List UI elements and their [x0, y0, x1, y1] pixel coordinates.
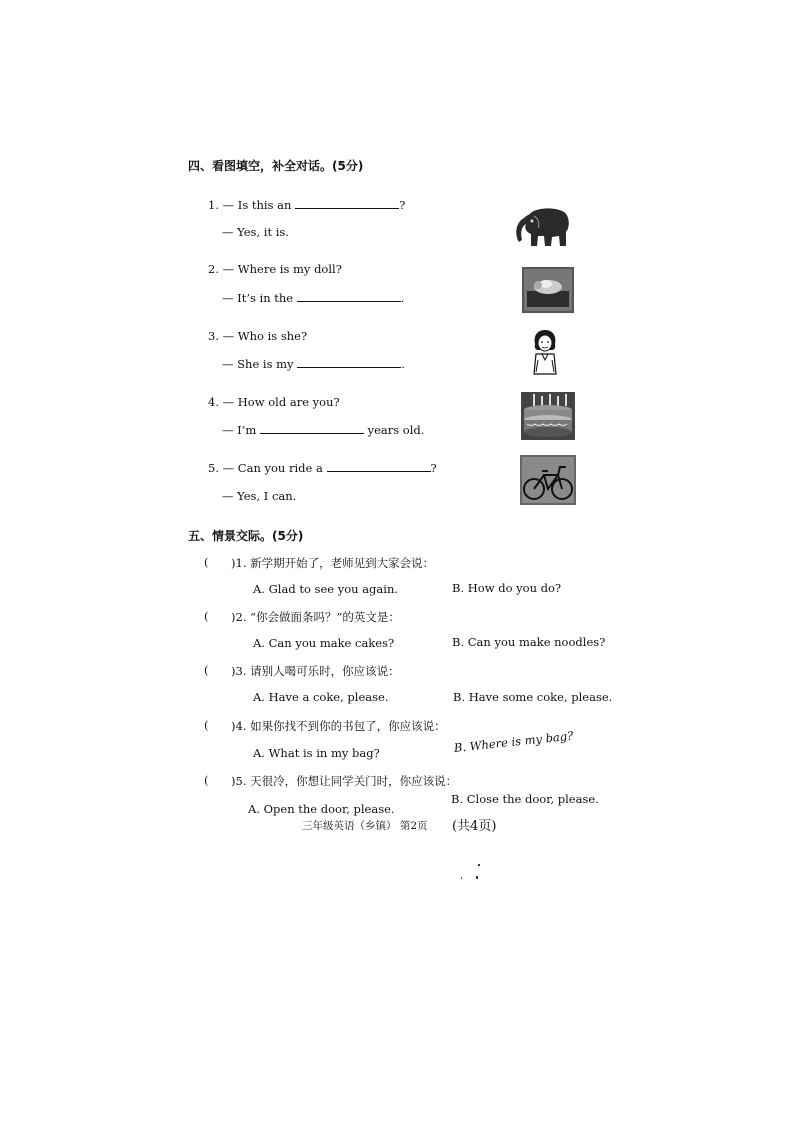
s4-q3: 3. — Who is she?: [208, 329, 308, 343]
s4-q5: [208, 461, 437, 475]
s5-paren-5: [204, 773, 209, 787]
s4-a3-suffix: .: [401, 357, 405, 371]
s5-paren-close: ): [231, 774, 236, 788]
s5-q1-option-a: A. Glad to see you again.: [253, 582, 399, 596]
s5-q1-option-b: B. How do you do?: [452, 581, 562, 595]
handwritten-page-count: (共4页): [452, 819, 497, 834]
s5-paren-open: (: [204, 718, 209, 732]
s5-q3-option-b: B. Have some coke, please.: [453, 690, 613, 704]
s4-a1: — Yes, it is.: [222, 225, 289, 239]
s5-q4-option-a: A. What is in my bag?: [253, 746, 380, 760]
s5-q4-text: 4. 如果你找不到你的书包了，你应该说：: [235, 719, 446, 733]
scan-speck: [461, 877, 462, 879]
s4-q1-suffix: ?: [399, 198, 406, 212]
s4-a3-text: — She is my: [222, 357, 294, 371]
elephant-icon: [514, 206, 578, 250]
s5-q2-option-a: A. Can you make cakes?: [253, 636, 395, 650]
s4-q1: [208, 198, 405, 212]
s4-a2-suffix: .: [400, 291, 405, 305]
s5-q2-option-b: B. Can you make noodles?: [452, 635, 606, 649]
s5-q1-text: 1. 新学期开始了，老师见到大家会说：: [235, 556, 435, 570]
s5-q5-option-b: B. Close the door, please.: [451, 792, 599, 806]
s5-q2-stem: [231, 609, 400, 625]
s4-a4: [222, 423, 424, 437]
section-4-title: 四、看图填空，补全对话。(5分): [188, 159, 364, 173]
scan-speck: [476, 876, 478, 879]
s5-paren-close: ): [231, 610, 236, 624]
s5-paren-close: ): [231, 664, 236, 678]
s4-a4-blank[interactable]: [260, 423, 364, 434]
s5-q1-stem: [231, 555, 434, 571]
s4-a4-text: — I’m: [222, 423, 257, 437]
s5-q2-text: 2. “你会做面条吗？”的英文是：: [235, 610, 400, 624]
s4-a3: [222, 357, 405, 371]
s5-q4-option-b: B. Where is my bag?: [453, 728, 574, 755]
s4-q5-suffix: ?: [430, 461, 437, 475]
s4-q1-blank[interactable]: [295, 198, 399, 209]
s5-q5-option-a: A. Open the door, please.: [248, 802, 395, 816]
birthday-cake-icon: [521, 392, 575, 440]
s5-q5-text: 5. 天很冷，你想让同学关门时，你应该说：: [235, 774, 458, 788]
s4-a2-text: — It’s in the: [222, 291, 294, 305]
s4-q2: 2. — Where is my doll?: [208, 262, 342, 276]
scan-speck: [478, 864, 480, 866]
s4-a2-blank[interactable]: [297, 291, 401, 302]
s4-a4-suffix: years old.: [367, 423, 425, 437]
s5-q3-stem: [231, 663, 400, 679]
s4-q4: 4. — How old are you?: [208, 395, 340, 409]
s4-a2: [222, 291, 404, 305]
s4-q5-blank[interactable]: [327, 461, 431, 472]
s5-paren-open: (: [204, 663, 209, 677]
s5-q3-option-a: A. Have a coke, please.: [253, 690, 389, 704]
page-footer: 三年级英语（乡镇） 第2页: [302, 820, 428, 832]
bicycle-icon: [520, 455, 576, 505]
doll-in-box-icon: [522, 267, 574, 313]
s5-q4-stem: [231, 718, 446, 734]
s5-paren-open: (: [204, 773, 209, 787]
section-5-title: 五、情景交际。(5分): [188, 529, 304, 543]
s5-paren-4: [204, 718, 209, 732]
s5-paren-1: [204, 555, 209, 569]
s5-paren-open: (: [204, 609, 209, 623]
s4-a3-blank[interactable]: [297, 357, 401, 368]
s5-paren-open: (: [204, 555, 209, 569]
s5-q3-text: 3. 请别人喝可乐时，你应该说：: [235, 664, 400, 678]
s4-q5-text: 5. — Can you ride a: [208, 461, 323, 475]
girl-icon: [530, 330, 560, 376]
s4-a5: — Yes, I can.: [222, 489, 297, 503]
s5-q5-stem: [231, 773, 457, 789]
s4-q1-text: 1. — Is this an: [208, 198, 292, 212]
s5-paren-3: [204, 663, 209, 677]
s5-paren-2: [204, 609, 209, 623]
s5-paren-close: ): [231, 719, 236, 733]
s5-paren-close: ): [231, 556, 236, 570]
